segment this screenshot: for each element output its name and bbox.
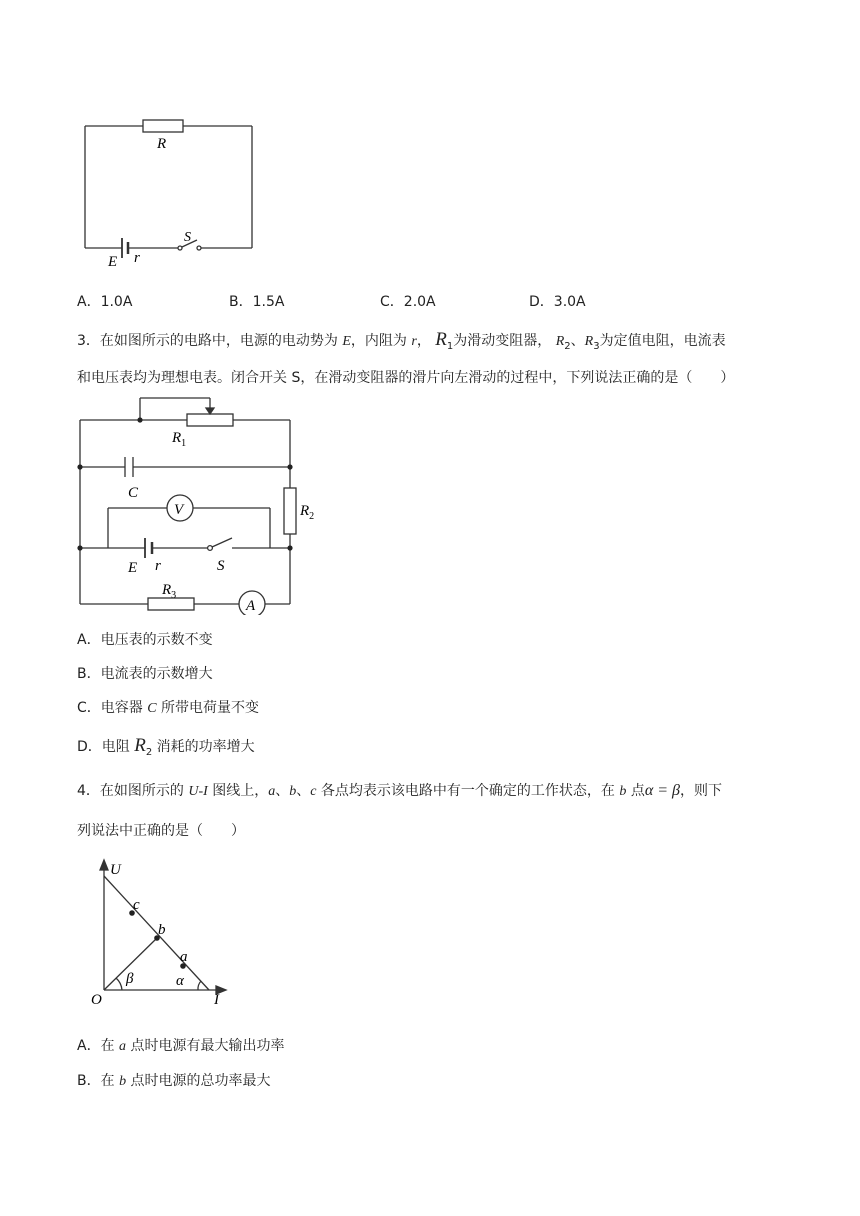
q3-option-c: C．电容器 C 所带电荷量不变 [77, 700, 260, 716]
q3-label-C: C [128, 485, 139, 501]
q3-stem-line2: 和电压表均为理想电表。闭合开关 S，在滑动变阻器的滑片向左滑动的过程中，下列说法正确的是（ ） [77, 370, 735, 386]
q4-label-beta: β [126, 971, 134, 987]
q3-option-b: B．电流表的示数增大 [77, 666, 213, 682]
q3-label-R2: $R_2$ [300, 503, 315, 522]
q3-label-R3: $R_3$ [162, 582, 177, 601]
q4-label-b: b [158, 922, 166, 938]
q3-label-E: E [128, 560, 138, 576]
q3-stem-line1: 3．在如图所示的电路中，电源的电动势为 E，内阻为 r， $R_1$为滑动变阻器， $R_2$、$R_3$为定值电阻，电流表 [77, 329, 726, 352]
q3-label-R1: $R_1$ [172, 430, 187, 449]
q4-stem-line2: 列说法中正确的是（ ） [77, 823, 245, 839]
q4-option-a: A．在 a 点时电源有最大输出功率 [77, 1038, 285, 1054]
q3-option-d: D．电阻 $R_2$ 消耗的功率增大 [77, 735, 255, 758]
q2-option-a: A．1.0A [77, 294, 133, 310]
q4-label-U: U [110, 862, 121, 878]
q2-label-R: R [157, 136, 167, 152]
q3-option-a: A．电压表的示数不变 [77, 632, 213, 648]
q4-label-I: I [214, 992, 219, 1008]
q4-stem-line1: 4．在如图所示的 U-I 图线上，a、b、c 各点均表示该电路中有一个确定的工作状态，在 b 点α = β，则下 [77, 782, 722, 799]
q3-label-S: S [217, 558, 225, 574]
q2-label-r: r [134, 250, 140, 266]
q3-label-V: V [174, 502, 184, 518]
q3-circuit-diagram [70, 390, 330, 615]
q4-option-b: B．在 b 点时电源的总功率最大 [77, 1073, 271, 1089]
q3-label-A: A [246, 598, 256, 614]
q4-label-c: c [133, 897, 140, 913]
q4-ui-graph [85, 850, 245, 1010]
q4-label-a: a [180, 949, 188, 965]
q2-option-c: C．2.0A [380, 294, 436, 310]
q4-label-alpha: α [176, 973, 184, 989]
q2-option-d: D．3.0A [529, 294, 586, 310]
q2-label-S: S [184, 230, 191, 245]
q4-label-O: O [91, 992, 102, 1008]
q2-label-E: E [108, 254, 118, 270]
q3-label-r: r [155, 558, 161, 574]
q2-option-b: B．1.5A [229, 294, 285, 310]
q2-circuit-diagram [70, 110, 270, 280]
